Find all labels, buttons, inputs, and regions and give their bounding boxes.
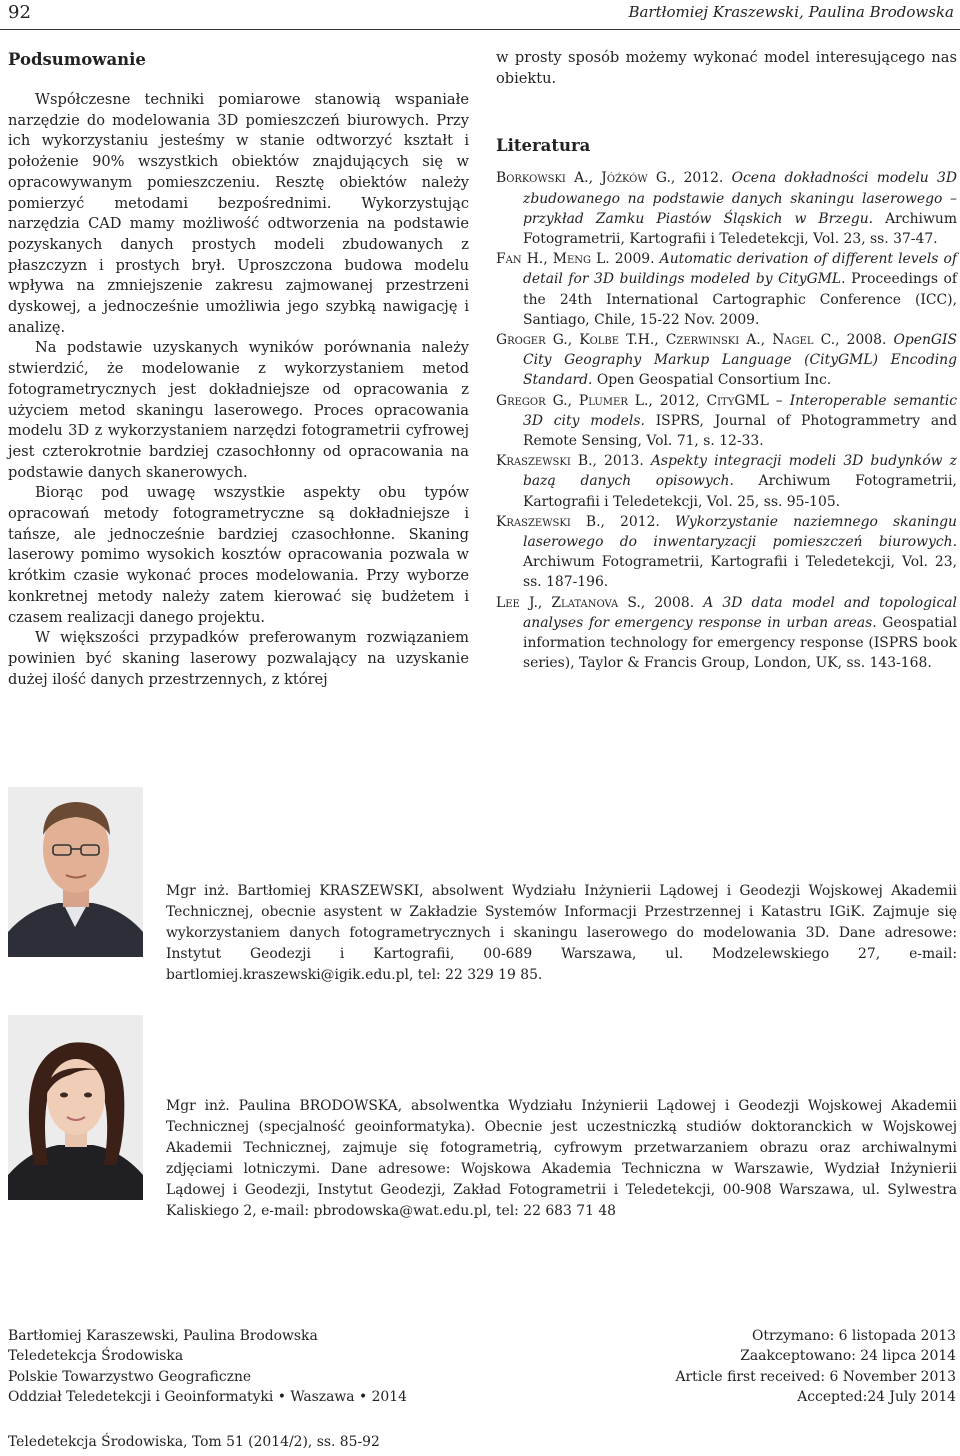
left-column	[8, 48, 469, 690]
running-head: Bartłomiej Kraszewski, Paulina Brodowska	[628, 3, 954, 21]
reference-source: Archiwum Fotogrametrii, Kartografii i Teledetekcji, Vol. 23, ss. 37-47.	[523, 210, 957, 248]
page-header	[0, 0, 960, 30]
footer-left-line: Bartłomiej Karaszewski, Paulina Brodowska	[8, 1328, 318, 1344]
reference-item	[496, 512, 957, 593]
right-column	[496, 48, 957, 673]
footer-left	[8, 1326, 407, 1408]
author-photo-kraszewski	[8, 787, 143, 957]
footer-right-line: Article first received: 6 November 2013	[675, 1368, 956, 1385]
author-portrait-icon	[8, 1015, 143, 1200]
reference-title: Interoperable semantic 3D city models.	[523, 392, 957, 429]
footer-right	[676, 1326, 956, 1408]
reference-item	[496, 330, 957, 391]
reference-title: Automatic derivation of different levels of detail for 3D buildings modeled by CityGML.	[523, 251, 958, 288]
summary-paragraph: Na podstawie uzyskanych wyników porównania należy stwierdzić, że modelowanie z wykorzystaniem metod fotogrametrycznych jest dokładniejsze od opracowania z użyciem metod skaningu laserowego. Proces opracowania modelu 3D z wykorzystaniem narzędzi fotogrametrii cyfrowej jest czterokrotnie bardziej czasochłonny od opracowania na podstawie danych skanerowych.	[8, 339, 469, 481]
footer-right-line: Zaakceptowano: 24 lipca 2014	[740, 1348, 956, 1365]
journal-citation: Teledetekcja Środowiska, Tom 51 (2014/2), ss. 85-92	[8, 1434, 380, 1450]
reference-source: Geospatial information technology for emergency response (ISPRS book series), Taylor & Francis Group, London, UK, ss. 143-168.	[523, 614, 958, 672]
reference-source: ISPRS, Journal of Photogrammetry and Remote Sensing, Vol. 71, s. 12-33.	[523, 412, 958, 450]
reference-title: Ocena dokładności modelu 3D zbudowanego na podstawie danych skaningu laserowego – przykład Zamku Piastów Śląskich w Brzegu.	[523, 170, 957, 227]
author-bio-brodowska: Mgr inż. Paulina BRODOWSKA, absolwentka Wydziału Inżynierii Lądowej i Geodezji Wojskowej Akademii Technicznej (specjalność geoinformatyka). Obecnie jest uczestniczką studiów doktoranckich w Wojskowej Akademii Technicznej, zajmuje się fotogrametrią, cyfrowym przetwarzaniem obrazu oraz archiwalnymi zdjęciami lotniczymi. Dane adresowe: Wojskowa Akademia Techniczna w Warszawie, Wydział Inżynierii Lądowej i Geodezji, Instytut Geodezji, Zakład Fotogrametrii i Teledetekcji, 00-908 Warszawa, ul. Sylwestra Kaliskiego 2, e-mail: pbrodowska@wat.edu.pl, tel: 22 683 71 48	[166, 1098, 957, 1219]
reference-authors: Lee J., Zlatanova S., 2008.	[496, 594, 695, 611]
reference-item	[496, 451, 957, 512]
reference-authors: Borkowski A., Jóźków G., 2012.	[496, 170, 724, 187]
reference-item	[496, 593, 957, 674]
footer-right-line: Accepted:24 July 2014	[797, 1389, 956, 1406]
summary-paragraph: W większości przypadków preferowanym rozwiązaniem powinien być skaning laserowy pozwalający na uzyskanie dużej ilość danych przestrzennych, z której	[8, 629, 469, 688]
summary-paragraph: Biorąc pod uwagę wszystkie aspekty obu typów opracowań metody fotogrametryczne są dokładniejsze i tańsze, ale jednocześnie bardziej czasochłonne. Skaning laserowy pomimo wysokich kosztów opracowania pozwala w krótkim czasie wykonać proces modelowania. Przy wyborze konkretnej metody należy zatem kierować się budżetem i czasem realizacji danego projektu.	[8, 484, 469, 626]
reference-authors: Kraszewski B., 2013.	[496, 453, 644, 470]
reference-item	[496, 249, 957, 330]
footer-left-line: Oddział Teledetekcji i Geoinformatyki • Waszawa • 2014	[8, 1389, 407, 1406]
footer-right-line: Otrzymano: 6 listopada 2013	[752, 1328, 956, 1344]
author-photo-brodowska	[8, 1015, 143, 1200]
author-bio-kraszewski: Mgr inż. Bartłomiej KRASZEWSKI, absolwent Wydziału Inżynierii Lądowej i Geodezji Wojskowej Akademii Technicznej, obecnie asystent w Zakładzie Systemów Informacji Przestrzennej i Katastru IGiK. Zajmuje się wykorzystaniem danych fotogrametrycznych i skaningu laserowego do modelowania 3D. Dane adresowe: Instytut Geodezji i Kartografii, 00-689 Warszawa, ul. Modzelewskiego 27, e-mail: bartlomiej.kraszewski@igik.edu.pl, tel: 22 329 19 85.	[166, 883, 957, 983]
reference-authors: Groger G., Kolbe T.H., Czerwinski A., Nagel C., 2008.	[496, 332, 887, 349]
reference-source: Open Geospatial Consortium Inc.	[596, 372, 832, 389]
summary-paragraph: Współczesne techniki pomiarowe stanowią wspaniałe narzędzie do modelowania 3D pomieszczeń biurowych. Przy ich wykorzystaniu jesteśmy w stanie odtworzyć kształt i położenie 90% wszystkich obiektów znajdujących się w opracowywanym pomieszczeniu. Resztę obiektów należy pomierzyć metodami bezpośrednimi. Wykorzystując narzędzia CAD mamy możliwość odtworzenia na podstawie pozyskanych danych prostych modeli zbudowanych z płaszczyzn i prostych brył. Uproszczona budowa modelu wpływa na zmniejszenie zakresu zajmowanej przestrzeni dyskowej, a jednocześnie umożliwia jego szybką nawigację i analizę.	[8, 91, 469, 336]
reference-title: Wykorzystanie naziemnego skaningu laserowego do inwentaryzacji pomieszczeń biurowych.	[523, 513, 957, 551]
reference-source: Archiwum Fotogrametrii, Kartografii i Teledetekcji, Vol. 25, ss. 95-105.	[523, 473, 957, 510]
reference-title: A 3D data model and topological analyses for emergency response in urban areas.	[523, 594, 957, 631]
footer-left-line: Teledetekcja Środowiska	[8, 1348, 184, 1365]
reference-list	[496, 168, 957, 673]
summary-heading: Podsumowanie	[8, 50, 146, 69]
literature-heading: Literatura	[496, 136, 591, 156]
header-rule	[0, 29, 960, 30]
author-portrait-icon	[8, 787, 143, 957]
reference-source: Archiwum Fotogrametrii, Kartografii i Teledetekcji, Vol. 23, ss. 187-196.	[523, 554, 957, 591]
reference-authors: Fan H., Meng L. 2009.	[496, 251, 655, 268]
page-number: 92	[8, 2, 31, 23]
reference-source: Proceedings of the 24th International Cartographic Conference (ICC), Santiago, Chile, 15-22 Nov. 2009.	[523, 271, 957, 328]
reference-item	[496, 391, 957, 452]
footer-left-line: Polskie Towarzystwo Geograficzne	[8, 1368, 252, 1385]
summary-continuation: w prosty sposób możemy wykonać model interesującego nas obiektu.	[496, 49, 957, 87]
reference-authors: Gregor G., Plumer L., 2012, CityGML –	[496, 392, 783, 409]
reference-title: Aspekty integracji modeli 3D budynków z bazą danych opisowych.	[523, 453, 957, 490]
reference-title: OpenGIS City Geography Markup Language (CityGML) Encoding Standard.	[523, 332, 957, 389]
reference-authors: Kraszewski B., 2012.	[496, 513, 660, 530]
reference-item	[496, 168, 957, 249]
